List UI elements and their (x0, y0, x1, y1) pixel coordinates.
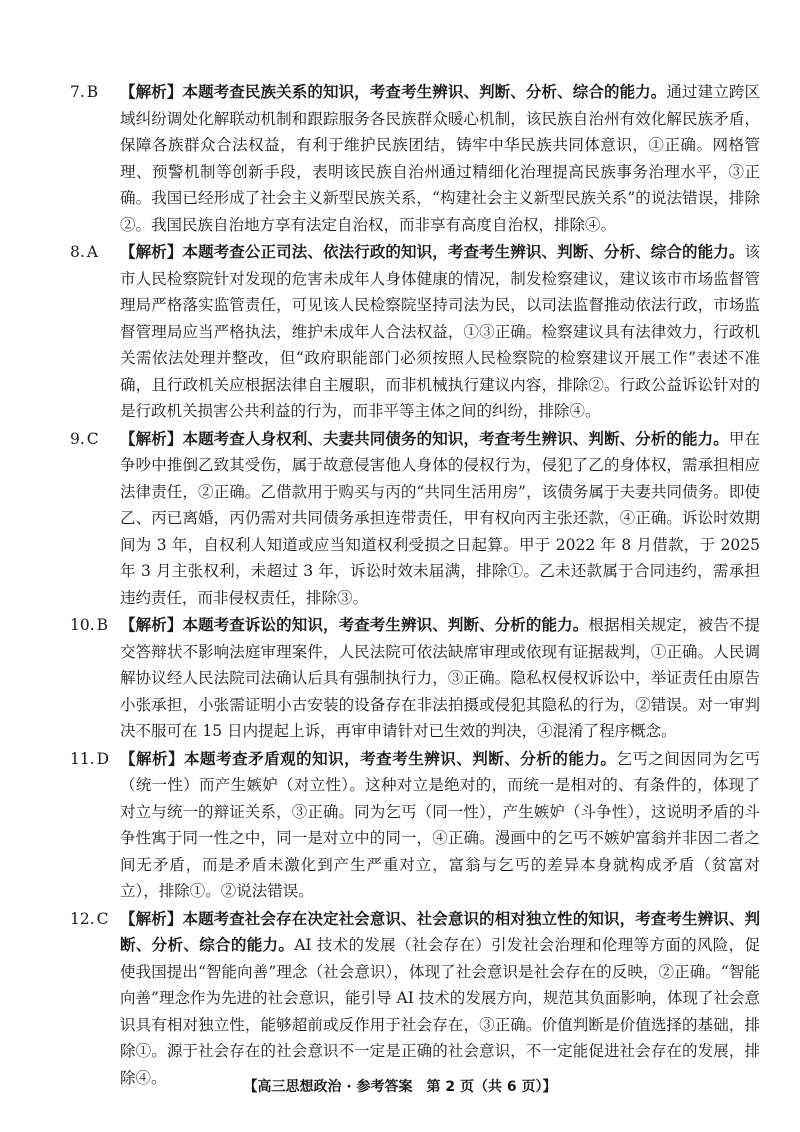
analysis-intro: 本题考查人身权利、夫妻共同债务的知识，考查考生辨识、判断、分析的能力。 (182, 428, 729, 448)
analysis-intro: 本题考查公正司法、依法行政的知识，考查考生辨识、判断、分析、综合的能力。 (182, 242, 745, 261)
analysis-tag: 【解析】 (120, 908, 183, 928)
answer-letter: C (86, 429, 99, 448)
answer-letter: C (96, 909, 109, 928)
answer-item-7 (70, 79, 760, 238)
analysis-body: 乞丐之间因同为乞丐（统一性）而产生嫉妒（对立性）。这种对立是绝对的，而统一是相对的、有条件的，体现了对立与统一的辩证关系，③正确。同为乞丐（同一性），产生嫉妒（斗争性），这说明矛盾的斗争性寓于同一性之中，同一是对立中的同一，④正确。漫画中的乞丐不嫉妒富翁并非因二者之间无矛盾，而是矛盾未激化到产生严重对立，富翁与乞丐的差异本身就构成矛盾（贫富对立），排除①。②说法错误。 (120, 749, 760, 900)
analysis-body: 该市人民检察院针对发现的危害未成年人身体健康的情况，制发检察建议，建议该市市场监督管理局严格落实监管责任，可见该人民检察院坚持司法为民，以司法监督推动依法行政，市场监督管理局应当严格执法，维护未成年人合法权益，①③正确。检察建议具有法律效力，行政机关需依法处理并整改，但“政府职能部门必须按照人民检察院的检察建议开展工作”表述不准确，且行政机关应根据法律自主履职，而非机械执行建议内容，排除②。行政公益诉讼针对的是行政机关损害公共利益的行为，而非平等主体之间的纠纷，排除④。 (120, 243, 760, 420)
analysis-tag: 【解析】 (120, 748, 185, 768)
question-number: 11. D (70, 749, 110, 768)
analysis-tag: 【解析】 (120, 82, 183, 101)
answer-letter: B (86, 83, 99, 101)
answer-item-10 (70, 612, 760, 745)
answer-item-8 (70, 239, 760, 425)
analysis-tag: 【解析】 (120, 428, 183, 448)
analysis-intro: 本题考查诉讼的知识，考查考生辨识、判断、分析的能力。 (182, 615, 589, 634)
analysis-tag: 【解析】 (120, 615, 183, 634)
analysis-body: 甲在争吵中推倒乙致其受伤，属于故意侵害他人身体的侵权行为，侵犯了乙的身体权，需承担相应法律责任，②正确。乙借款用于购买与丙的“共同生活用房”，该债务属于夫妻共同债务。即使乙、丙已离婚，丙仍需对共同债务承担连带责任，甲有权向丙主张还款，④正确。诉讼时效期间为 3 年，自权利人知道或应当知道权利受损之日起算。甲于 2022 年 8 月借款，于 2025 年 3 月主张权利，未超过 3 年，诉讼时效未届满，排除①。乙未还款属于合同违约，需承担违约责任，而非侵权责任，排除③。 (120, 429, 760, 607)
analysis-body: 通过建立跨区域纠纷调处化解联动机制和跟踪服务各民族群众暖心机制，该民族自治州有效化解民族矛盾，保障各族群众合法权益，有利于维护民族团结，铸牢中华民族共同体意识，①正确。网格管理、预警机制等创新手段，表明该民族自治州通过精细化治理提高民族事务治理水平，③正确。我国已经形成了社会主义新型民族关系，“构建社会主义新型民族关系”的说法错误，排除②。我国民族自治地方享有法定自治权，而非享有高度自治权，排除④。 (120, 83, 760, 234)
question-number: 9. C (70, 429, 99, 448)
page-footer: 【高三思想政治 · 参考答案 第 2 页（共 6 页）】 (243, 1079, 557, 1095)
analysis-tag: 【解析】 (120, 242, 183, 261)
question-number: 7. B (70, 83, 99, 101)
answer-item-12 (70, 906, 760, 1092)
analysis-intro: 本题考查民族关系的知识，考查考生辨识、判断、分析、综合的能力。 (182, 82, 667, 101)
question-number: 12. C (70, 909, 109, 928)
analysis-body: AI 技术的发展（社会存在）引发社会治理和伦理等方面的风险，促使我国提出“智能向善”理念（社会意识），体现了社会意识是社会存在的反映，②正确。“智能向善”理念作为先进的社会意识，能引导 AI 技术的发展方向，规范其负面影响，体现了社会意识具有相对独立性，能够超前或反作用于社会存在，③正确。价值判断是价值选择的基础，排除①。源于社会存在的社会意识不一定是正确的社会意识，不一定能促进社会存在的发展，排除④。 (120, 936, 760, 1087)
analysis-body: 根据相关规定，被告不提交答辩状不影响法庭审理案件，人民法院可依法缺席审理或依现有证据裁判，①正确。人民调解协议经人民法院司法确认后具有强制执行力，③正确。隐私权侵权诉讼中，举证责任由原告小张承担，小张需证明小古安装的设备存在非法拍摄或侵犯其隐私的行为，②错误。对一审判决不服可在 15 日内提起上诉，再审申请针对已生效的判决，④混淆了程序概念。 (120, 616, 760, 740)
answer-letter: A (86, 243, 98, 261)
question-number: 8. A (70, 243, 98, 261)
answer-list (70, 79, 760, 1092)
answer-item-11 (70, 746, 760, 905)
answer-letter: D (96, 749, 110, 768)
analysis-intro: 本题考查社会存在决定社会意识、社会意识的相对独立性的知识，考查考生辨识、判断、分析、综合的能力。 (120, 908, 760, 954)
answer-letter: B (96, 616, 109, 634)
question-number: 10. B (70, 616, 109, 634)
answer-item-9 (70, 426, 760, 612)
analysis-intro: 本题考查矛盾观的知识，考查考生辨识、判断、分析的能力。 (184, 748, 617, 768)
